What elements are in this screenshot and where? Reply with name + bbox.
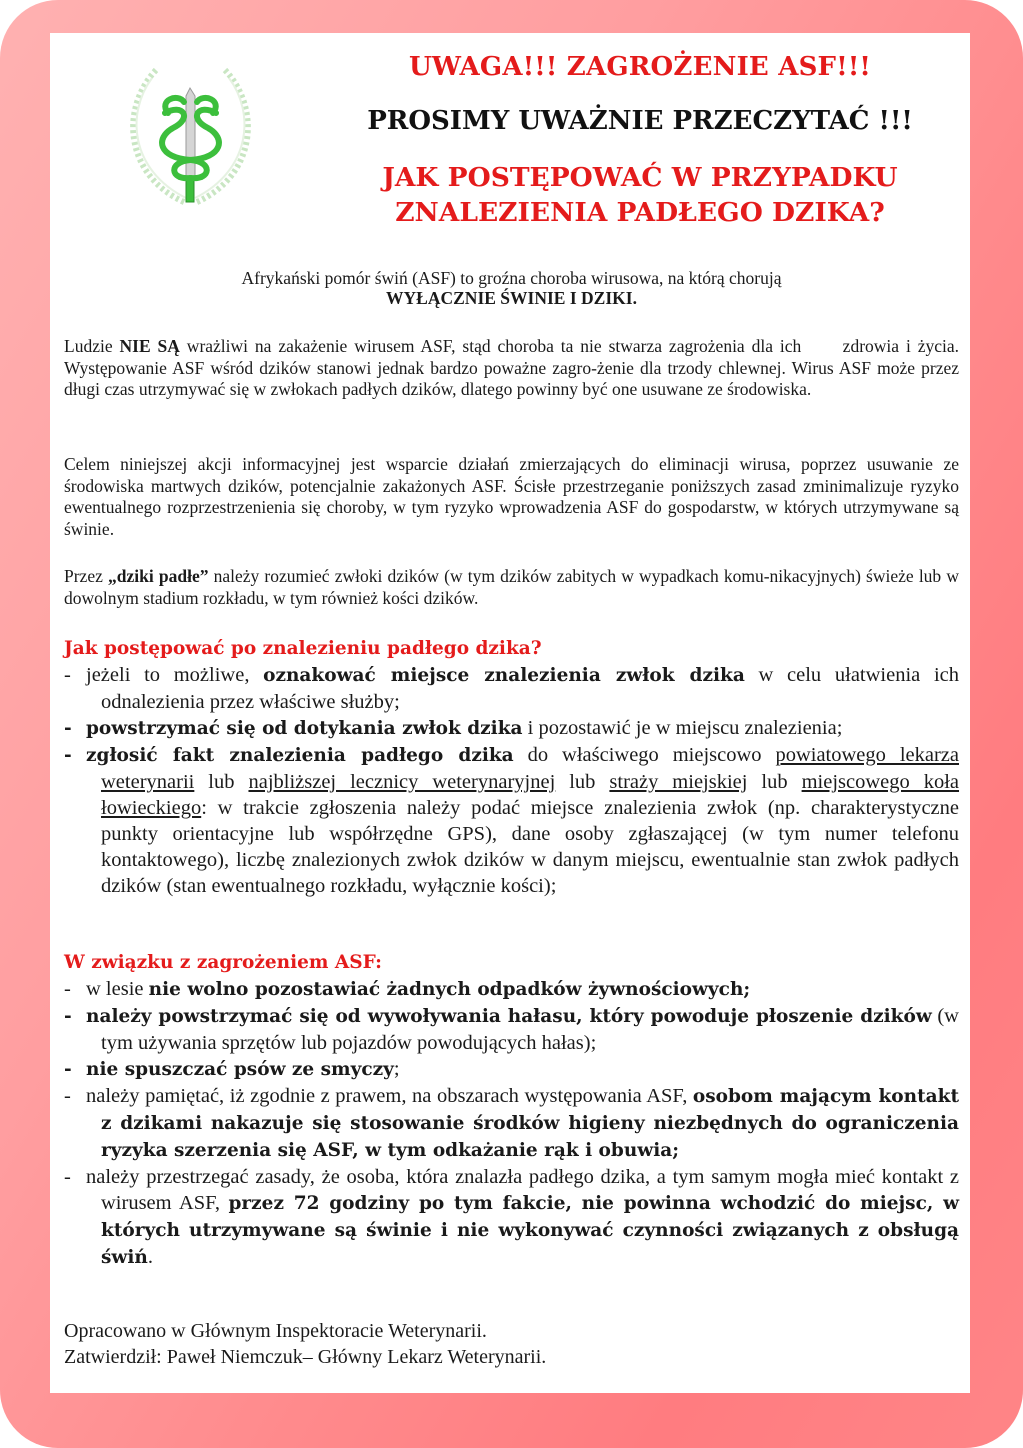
dash: - [64,664,71,686]
text: należy rozumieć zwłoki dzików (w tym dzików zabitych w wypadkach komu-nikacyjnych) świeże lub w dowolnym stadium rozkładu, w tym również kości dzików. [64,566,959,608]
paragraph-definition [64,566,959,609]
dash: - [64,1059,72,1080]
dash: - [64,1006,72,1027]
footer [64,1318,959,1370]
text: jeżeli to możliwe, [86,664,264,686]
list-item [64,1083,959,1164]
emphasis: NIE SĄ [119,336,180,356]
question-line-2: ZNALEZIENIA PADŁEGO DZIKA? [395,197,885,228]
text: w lesie [86,978,149,1000]
text: lub [555,771,610,793]
list-item [64,742,959,899]
text: lub [747,771,802,793]
dash: - [64,978,71,1000]
text: w celu ułatwienia ich odnalezienia przez właściwe służby; [101,664,959,713]
intro-line-1: Afrykański pomór świń (ASF) to groźna choroba wirusowa, na którą chorują [241,268,782,288]
emphasis: osobom mającym kontakt z dzikami nakazuje się stosowanie środków higieny niezbędnych do ograniczenia ryzyka szerzenia się ASF, w tym odkażanie rąk i obuwia; [101,1086,959,1161]
section-title: Jak postępować po znalezieniu padłego dzika? [64,638,542,659]
sword [178,88,203,202]
intro-text [64,268,959,308]
list-item [64,1003,959,1056]
list-item [64,715,959,742]
emphasis: „dziki padłe” [108,566,209,586]
list-item [64,1056,959,1083]
question-line-1: JAK POSTĘPOWAĆ W PRZYPADKU [382,162,898,193]
question-headline [330,160,950,230]
emphasis: oznakować miejsce znalezienia zwłok dzika [263,665,745,686]
list-item [64,662,959,715]
underlined-contact: najbliższej lecznicy weterynaryjnej [248,771,556,793]
section-found-boar [64,636,959,899]
text: . [147,1246,153,1268]
dash: - [64,718,72,739]
text: Ludzie [64,336,120,356]
text: i pozostawić je w miejscu znalezienia; [522,717,843,739]
dash: - [64,1085,71,1107]
emphasis: nie wolno pozostawiać żadnych odpadków żywnościowych; [148,979,751,1000]
text: należy pamiętać, iż zgodnie z prawem, na obszarach występowania ASF, [86,1085,693,1107]
section-asf-threat [64,950,959,1271]
emphasis: powstrzymać się od dotykania zwłok dzika [86,718,523,739]
emphasis: należy powstrzymać się od wywoływania hałasu, który powoduje płoszenie dzików [86,1006,932,1027]
emphasis: przez 72 godziny po tym fakcie, nie powinna wchodzić do miejsc, w których utrzymywane są świnie i nie wykonywać czynności związanych z obsługą świń [101,1193,959,1268]
text: lub [194,771,249,793]
footer-prepared-by: Opracowano w Głównym Inspektoracie Weterynarii. [64,1320,487,1342]
underlined-contact: powiatowego lekarza weterynarii [101,744,959,793]
text: należy przestrzegać zasady, że osoba, która znalazła padłego dzika, a tym samym mogła mieć kontakt z wirusem ASF, [86,1166,959,1214]
underlined-contact: miejscowego koła łowieckiego [101,771,960,819]
text: Przez [64,566,109,586]
emphasis: zgłosić fakt znalezienia padłego dzika [86,745,514,766]
text: wrażliwi na zakażenie wirusem ASF, stąd choroba ta nie stwarza zagrożenia dla ich zdrowia i życia. Występowanie ASF wśród dzików stanowi jednak bardzo poważne zagro-żenie dla trzody chlewnej. Wirus ASF może przez długi czas utrzymywać się w zwłokach padłych dzików, dlatego powinny być one usuwane ze środowiska. [64,336,964,399]
paragraph-purpose: Celem niniejszej akcji informacyjnej jest wsparcie działań zmierzających do eliminacji wirusa, poprzez usuwanie ze środowiska martwych dzików, potencjalnie zakażonych ASF. Ścisłe przestrzeganie poniższych zasad zminimalizuje ryzyko ewentualnego rozprzestrzenienia się choroby, w tym ryzyko wprowadzenia ASF do gospodarstw, w których utrzymywane są świnie. [64,454,959,539]
section-title: W związku z zagrożeniem ASF: [64,952,382,973]
intro-line-2: WYŁĄCZNIE ŚWINIE I DZIKI. [386,288,637,308]
dash: - [64,1166,71,1188]
paragraph-humans [64,336,964,401]
text: do właściwego miejscowo [513,744,776,766]
list-item [64,976,959,1003]
footer-approved-by: Zatwierdził: Paweł Niemczuk– Główny Lekarz Weterynarii. [64,1346,547,1368]
dash: - [64,745,72,766]
list-item [64,1164,959,1271]
underlined-contact: straży miejskiej [609,771,748,793]
text: ; [393,1058,400,1080]
veterinary-inspection-emblem-icon [128,58,253,208]
please-read-headline: PROSIMY UWAŻNIE PRZECZYTAĆ !!! [367,106,913,136]
emphasis: nie spuszczać psów ze smyczy [86,1059,394,1080]
text: (w tym używania sprzętów lub pojazdów powodujących hałas); [101,1005,959,1054]
text: : w trakcie zgłoszenia należy podać miejsce znalezienia zwłok (np. charakterystyczne punkty orientacyjne lub współrzędne GPS), dane osoby zgłaszającej (w tym numer telefonu kontaktowego), liczbę znalezionych zwłok dzików w danym miejscu, ewentualnie stan zwłok padłych dzików (stan ewentualnego rozkładu, wyłącznie kości); [101,797,959,897]
warning-headline: UWAGA!!! ZAGROŻENIE ASF!!! [408,52,872,82]
